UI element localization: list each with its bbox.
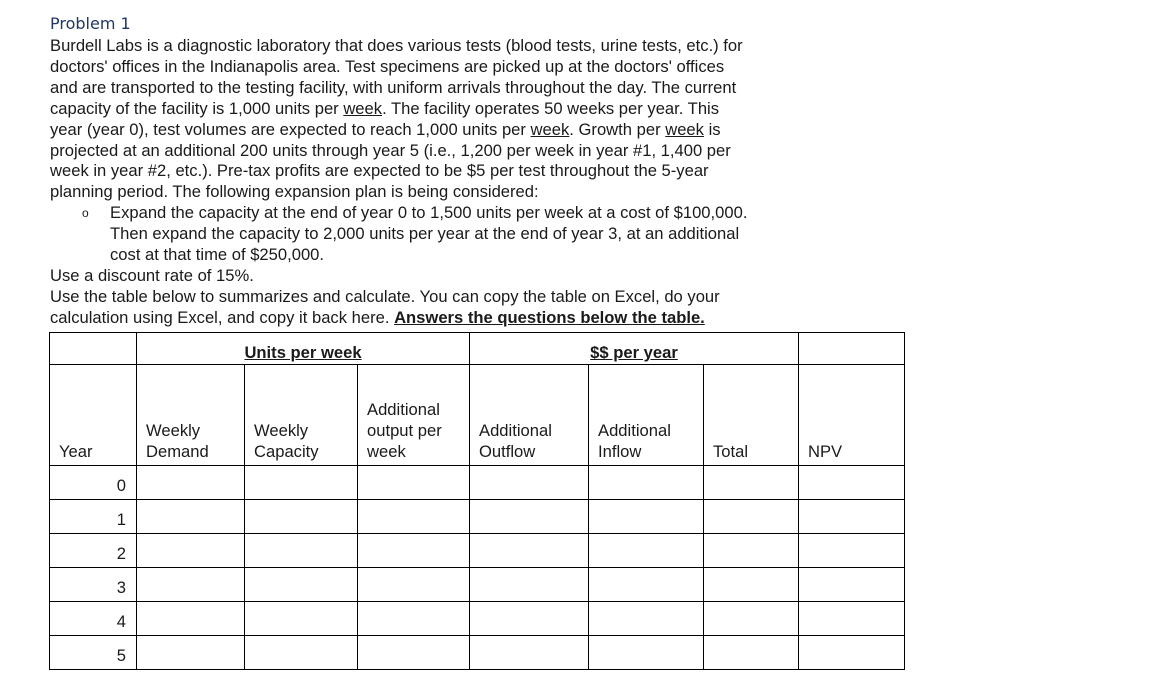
table-cell[interactable] (589, 602, 704, 636)
table-cell[interactable] (704, 534, 799, 568)
weekly-demand-header (137, 365, 245, 466)
header-text: Additional (479, 421, 552, 441)
table-row (50, 466, 905, 500)
bullet-marker: o (82, 206, 89, 221)
table-cell[interactable] (245, 466, 358, 500)
text-run: capacity of the facility is 1,000 units per (50, 98, 344, 118)
problem-line: Burdell Labs is a diagnostic laboratory that does various tests (blood tests, urine tests, etc.) for (50, 36, 743, 55)
table-cell[interactable] (245, 568, 358, 602)
units-per-week-header (137, 333, 470, 365)
header-text: Weekly (146, 421, 201, 441)
table-cell[interactable] (799, 500, 905, 534)
header-text: Capacity (254, 442, 319, 462)
instruction-line: Use the table below to summarizes and calculate. You can copy the table on Excel, do your (50, 286, 720, 306)
table-cell[interactable] (50, 333, 137, 365)
header-text: output per (367, 421, 442, 441)
table-cell[interactable] (589, 636, 704, 670)
text-run: . Growth per (569, 119, 666, 139)
additional-outflow-header (470, 365, 589, 466)
total-header (704, 365, 799, 466)
table-cell[interactable] (245, 602, 358, 636)
group-header-row (50, 333, 905, 365)
table-cell[interactable] (704, 602, 799, 636)
expansion-plan-bullet (50, 203, 920, 266)
table-cell[interactable] (358, 636, 470, 670)
year-cell: 2 (50, 534, 137, 568)
header-text: Additional (367, 400, 440, 420)
table-cell[interactable] (137, 568, 245, 602)
table-cell[interactable] (704, 466, 799, 500)
instruction-line (50, 308, 920, 329)
table-cell[interactable] (704, 636, 799, 670)
text-run: is (703, 119, 721, 139)
header-text: Inflow (598, 442, 642, 462)
table-cell[interactable] (245, 534, 358, 568)
header-text: Year (59, 442, 93, 462)
table-cell[interactable] (470, 534, 589, 568)
table-cell[interactable] (470, 568, 589, 602)
table-cell[interactable] (799, 466, 905, 500)
problem-line: week in year #2, etc.). Pre-tax profits are expected to be $5 per test throughout the 5-year (50, 161, 709, 181)
underlined-week: week (665, 119, 704, 139)
underlined-week: week (343, 98, 383, 118)
table-cell[interactable] (470, 500, 589, 534)
table-row (50, 568, 905, 602)
table-cell[interactable] (589, 568, 704, 602)
problem-line: planning period. The following expansion plan is being considered: (50, 182, 539, 202)
table-cell[interactable] (470, 466, 589, 500)
year-cell: 1 (50, 500, 137, 534)
problem-line (50, 99, 920, 120)
table-cell[interactable] (799, 636, 905, 670)
bullet-line: cost at that time of $250,000. (110, 245, 325, 265)
header-text: $$ per year (590, 343, 678, 363)
table-cell[interactable] (799, 568, 905, 602)
year-cell: 3 (50, 568, 137, 602)
table-cell[interactable] (799, 602, 905, 636)
table-row (50, 636, 905, 670)
header-text: Additional (598, 421, 671, 441)
year-cell: 5 (50, 636, 137, 670)
table-cell[interactable] (137, 466, 245, 500)
additional-inflow-header (589, 365, 704, 466)
header-text: NPV (808, 442, 843, 462)
problem-line: doctors' offices in the Indianapolis area. Test specimens are picked up at the doctors' offices (50, 56, 725, 76)
text-run: . The facility operates 50 weeks per year. This (382, 98, 720, 118)
table-cell[interactable] (245, 636, 358, 670)
answers-note: Answers the questions below the table. (394, 307, 705, 327)
table-cell[interactable] (799, 534, 905, 568)
table-cell[interactable] (589, 534, 704, 568)
table-cell[interactable] (704, 500, 799, 534)
header-text: Weekly (254, 421, 309, 441)
text-run: calculation using Excel, and copy it back here. (50, 307, 395, 327)
year-header (50, 365, 137, 466)
table-cell[interactable] (704, 568, 799, 602)
problem-line: projected at an additional 200 units through year 5 (i.e., 1,200 per week in year #1, 1,400 per (50, 140, 731, 160)
table-cell[interactable] (589, 466, 704, 500)
column-header-row (50, 365, 905, 466)
table-cell[interactable] (137, 500, 245, 534)
header-text: Units per week (244, 343, 362, 363)
problem-line: and are transported to the testing facility, with uniform arrivals throughout the day. The current (50, 77, 737, 97)
header-text: Total (713, 442, 749, 462)
table-cell[interactable] (358, 568, 470, 602)
table-cell[interactable] (358, 534, 470, 568)
npv-header (799, 365, 905, 466)
discount-rate: Use a discount rate of 15%. (50, 265, 254, 285)
additional-output-header (358, 365, 470, 466)
underlined-week: week (530, 119, 570, 139)
table-row (50, 534, 905, 568)
table-cell[interactable] (137, 636, 245, 670)
year-cell: 0 (50, 466, 137, 500)
table-cell[interactable] (589, 500, 704, 534)
header-text: Demand (146, 442, 209, 462)
dollars-per-year-header (470, 333, 799, 365)
header-text: Outflow (479, 442, 536, 462)
table-row (50, 500, 905, 534)
bullet-line: Then expand the capacity to 2,000 units per year at the end of year 3, at an additional (110, 224, 740, 244)
table-cell[interactable] (358, 466, 470, 500)
bullet-line: Expand the capacity at the end of year 0 to 1,500 units per week at a cost of $100,000. (110, 203, 748, 223)
calculation-table (49, 332, 905, 670)
table-cell[interactable] (245, 500, 358, 534)
table-cell[interactable] (470, 636, 589, 670)
header-text: week (367, 442, 406, 462)
table-cell[interactable] (470, 602, 589, 636)
table-cell[interactable] (358, 602, 470, 636)
problem-title: Problem 1 (50, 14, 131, 33)
table-cell[interactable] (358, 500, 470, 534)
problem-line (50, 120, 920, 141)
table-row (50, 602, 905, 636)
weekly-capacity-header (245, 365, 358, 466)
table-cell[interactable] (137, 534, 245, 568)
table-cell[interactable] (799, 333, 905, 365)
text-run: year (year 0), test volumes are expected to reach 1,000 units per (50, 119, 531, 139)
year-cell: 4 (50, 602, 137, 636)
problem-document (50, 12, 920, 329)
table-cell[interactable] (137, 602, 245, 636)
